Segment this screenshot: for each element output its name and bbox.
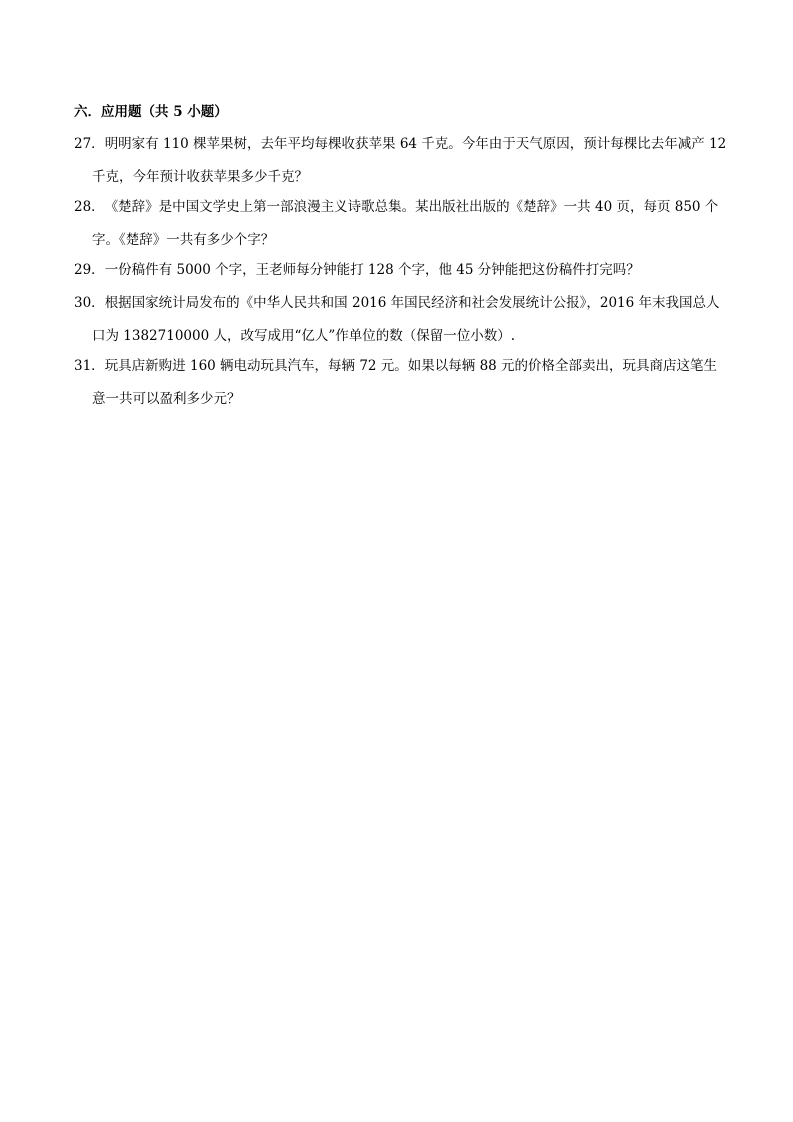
- question-text-continued: 千克，今年预计收获苹果多少千克？: [92, 169, 308, 185]
- question-line: [74, 133, 726, 155]
- question-text-continued: 字。《楚辞》一共有多少个字？: [92, 232, 275, 248]
- question-number: 30．: [74, 295, 105, 311]
- question-29: [74, 259, 726, 281]
- section-heading: 六．应用题（共 5 小题）: [74, 104, 228, 120]
- question-text: 一份稿件有 5000 个字，王老师每分钟能打 128 个字，他 45 分钟能把这份稿件打完吗？: [104, 262, 640, 278]
- question-text-continued: 意一共可以盈利多少元？: [92, 391, 241, 407]
- question-number: 27．: [74, 136, 105, 152]
- question-line: [74, 355, 726, 377]
- question-text-continued: 口为 1382710000 人，改写成用“亿人”作单位的数（保留一位小数）.: [92, 328, 516, 344]
- question-text: 《楚辞》是中国文学史上第一部浪漫主义诗歌总集。某出版社出版的《楚辞》一共 40 页，每页 850 个: [104, 199, 719, 215]
- question-30: [74, 292, 726, 347]
- question-number: 29．: [74, 262, 105, 278]
- question-28: [74, 196, 726, 251]
- question-31: [74, 355, 726, 410]
- question-text: 根据国家统计局发布的《中华人民共和国 2016 年国民经济和社会发展统计公报》，2016 年末我国总人: [104, 295, 720, 311]
- question-text: 明明家有 110 棵苹果树，去年平均每棵收获苹果 64 千克。今年由于天气原因，预计每棵比去年减产 12: [104, 136, 727, 152]
- question-line: [74, 259, 726, 281]
- question-number: 31．: [74, 358, 105, 374]
- question-27: [74, 133, 726, 188]
- question-text: 玩具店新购进 160 辆电动玩具汽车，每辆 72 元。如果以每辆 88 元的价格全部卖出，玩具商店这笔生: [104, 358, 718, 374]
- question-line: [74, 196, 726, 218]
- question-number: 28．: [74, 199, 105, 215]
- question-line: [74, 292, 726, 314]
